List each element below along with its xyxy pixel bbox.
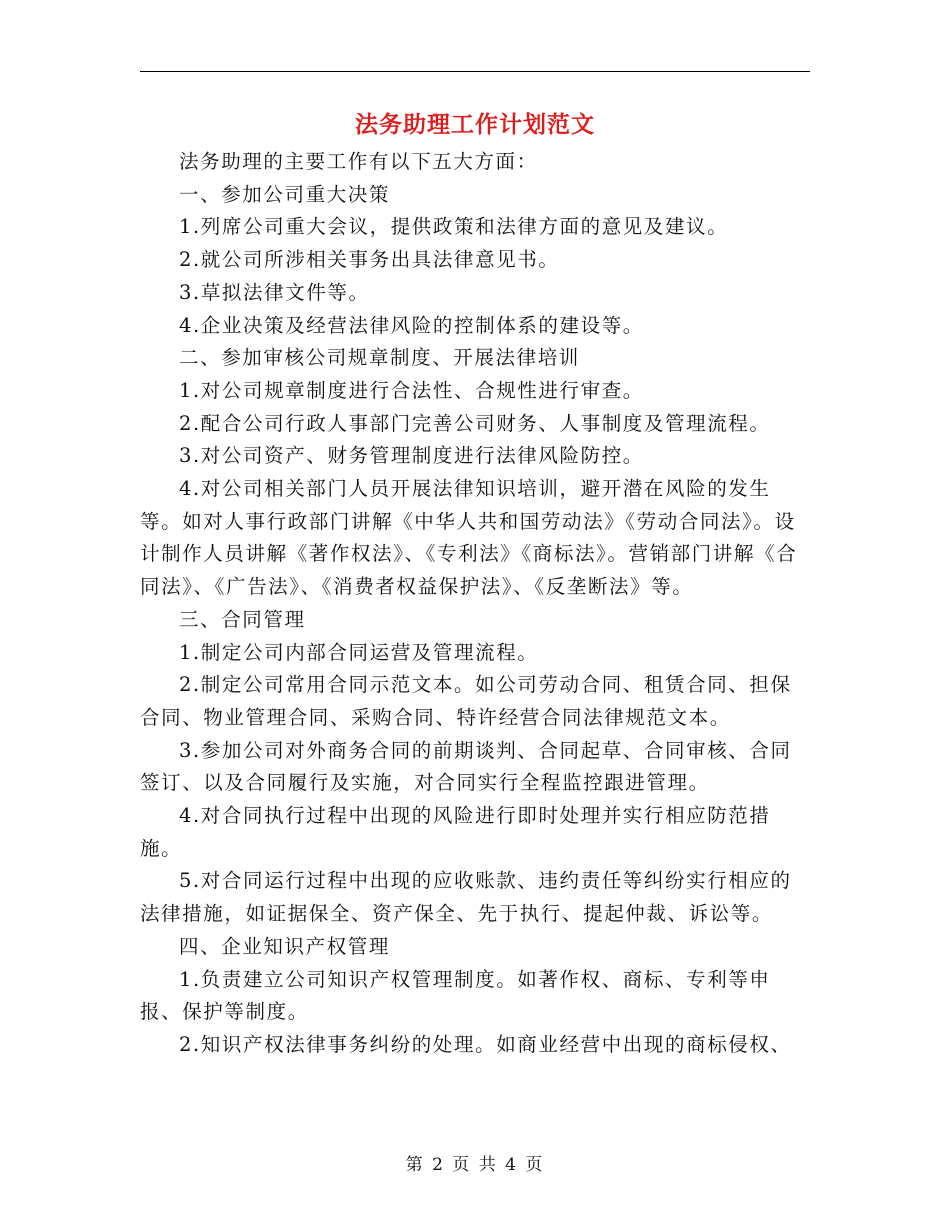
list-item: 2.就公司所涉相关事务出具法律意见书。 xyxy=(179,248,560,272)
list-item: 4.企业决策及经营法律风险的控制体系的建设等。 xyxy=(179,313,644,337)
list-item: 4.对合同执行过程中出现的风险进行即时处理并实行相应防范措施。 xyxy=(140,804,771,860)
list-item: 2.知识产权法律事务纠纷的处理。如商业经营中出现的商标侵权、 xyxy=(179,1032,792,1056)
page-number: 第 2 页 共 4 页 xyxy=(405,1155,545,1175)
section-heading: 一、参加公司重大决策 xyxy=(179,182,391,206)
list-item: 1.对公司规章制度进行合法性、合规性进行审查。 xyxy=(179,378,644,402)
list-item: 1.负责建立公司知识产权管理制度。如著作权、商标、专利等申报、保护等制度。 xyxy=(140,967,771,1024)
document-title: 法务助理工作计划范文 xyxy=(355,111,595,138)
paragraph: 法务助理的主要工作有以下五大方面： xyxy=(179,150,538,173)
header-rule xyxy=(140,71,810,72)
section-heading: 三、合同管理 xyxy=(179,607,306,631)
list-item: 3.对公司资产、财务管理制度进行法律风险防控。 xyxy=(179,444,644,468)
list-item: 5.对合同运行过程中出现的应收账款、违约责任等纠纷实行相应的法律措施，如证据保全、资产保全、先于执行、提起仲裁、诉讼等。 xyxy=(140,869,792,926)
section-heading: 二、参加审核公司规章制度、开展法律培训 xyxy=(179,346,580,370)
list-item: 3.草拟法律文件等。 xyxy=(179,280,370,304)
list-item: 2.制定公司常用合同示范文本。如公司劳动合同、租赁合同、担保合同、物业管理合同、采购合同、特许经营合同法律规范文本。 xyxy=(140,673,792,729)
list-item: 4.对公司相关部门人员开展法律知识培训，避开潜在风险的发生等。如对人事行政部门讲解《中华人共和国劳动法》《劳动合同法》。设计制作人员讲解《著作权法》、《专利法》《商标法》。营销部门讲解《合同法》、《广告法》、《消费者权益保护法》、《反垄断法》等。 xyxy=(140,477,798,599)
section-heading: 四、企业知识产权管理 xyxy=(179,934,391,958)
list-item: 1.制定公司内部合同运营及管理流程。 xyxy=(179,640,539,664)
list-item: 3.参加公司对外商务合同的前期谈判、合同起草、合同审核、合同签订、以及合同履行及实施，对合同实行全程监控跟进管理。 xyxy=(140,738,792,795)
list-item: 2.配合公司行政人事部门完善公司财务、人事制度及管理流程。 xyxy=(179,411,771,435)
list-item: 1.列席公司重大会议，提供政策和法律方面的意见及建议。 xyxy=(179,215,729,239)
document-body xyxy=(140,146,812,1062)
